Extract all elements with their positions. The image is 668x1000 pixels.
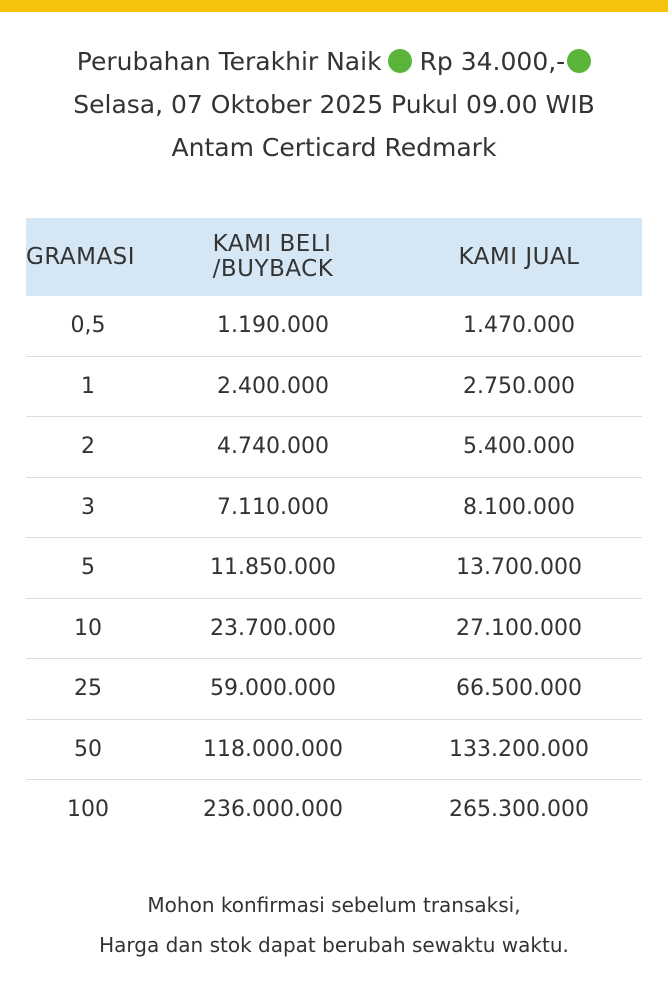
cell-sell: 5.400.000: [396, 417, 642, 478]
price-change-header: [0, 40, 668, 169]
cell-buyback: 23.700.000: [150, 598, 396, 659]
cell-gramasi: 3: [26, 477, 150, 538]
price-change-amount: Rp 34.000,-: [419, 47, 566, 76]
table-row: [26, 659, 642, 720]
cell-sell: 1.470.000: [396, 296, 642, 356]
cell-gramasi: 2: [26, 417, 150, 478]
cell-sell: 2.750.000: [396, 356, 642, 417]
cell-buyback: 118.000.000: [150, 719, 396, 780]
cell-sell: 133.200.000: [396, 719, 642, 780]
cell-sell: 13.700.000: [396, 538, 642, 599]
cell-buyback: 11.850.000: [150, 538, 396, 599]
cell-buyback: 2.400.000: [150, 356, 396, 417]
cell-sell: 8.100.000: [396, 477, 642, 538]
cell-gramasi: 50: [26, 719, 150, 780]
table-row: [26, 538, 642, 599]
table-row: [26, 719, 642, 780]
column-header-sell: KAMI JUAL: [396, 218, 642, 296]
column-header-buyback: [150, 218, 396, 296]
table-row: [26, 417, 642, 478]
green-circle-icon: [567, 49, 591, 73]
price-change-label: Perubahan Terakhir Naik: [76, 47, 382, 76]
table-row: [26, 477, 642, 538]
top-accent-bar: [0, 0, 668, 12]
cell-buyback: 236.000.000: [203, 797, 343, 823]
column-header-buyback-line1: KAMI BELI: [212, 231, 332, 257]
cell-buyback: 1.190.000: [150, 296, 396, 356]
cell-gramasi: 100: [67, 797, 109, 823]
column-header-buyback-line2: /BUYBACK: [212, 256, 334, 282]
price-change-line: [0, 40, 668, 83]
column-header-gramasi: GRAMASI: [26, 218, 150, 296]
cell-gramasi: 5: [26, 538, 150, 599]
disclaimer-line-2: Harga dan stok dapat berubah sewaktu waktu.: [99, 933, 569, 957]
cell-gramasi: 10: [26, 598, 150, 659]
cell-sell: 27.100.000: [396, 598, 642, 659]
table-header-row: [26, 218, 642, 296]
green-circle-icon: [388, 49, 412, 73]
disclaimer-line-1: Mohon konfirmasi sebelum transaksi,: [147, 893, 521, 917]
table-row: [26, 296, 642, 356]
cell-buyback: 59.000.000: [150, 659, 396, 720]
product-name: Antam Certicard Redmark: [171, 133, 497, 162]
table-row: [26, 598, 642, 659]
disclaimer: [0, 885, 668, 965]
cell-sell: 66.500.000: [396, 659, 642, 720]
cell-gramasi: 25: [26, 659, 150, 720]
cell-gramasi: 1: [26, 356, 150, 417]
cell-gramasi: 0,5: [26, 296, 150, 356]
update-date: Selasa, 07 Oktober 2025 Pukul 09.00 WIB: [73, 90, 595, 119]
cell-sell: 265.300.000: [449, 797, 589, 823]
table-row: [26, 780, 642, 840]
table-row: [26, 356, 642, 417]
cell-buyback: 7.110.000: [150, 477, 396, 538]
cell-buyback: 4.740.000: [150, 417, 396, 478]
gold-price-table: [26, 218, 642, 840]
